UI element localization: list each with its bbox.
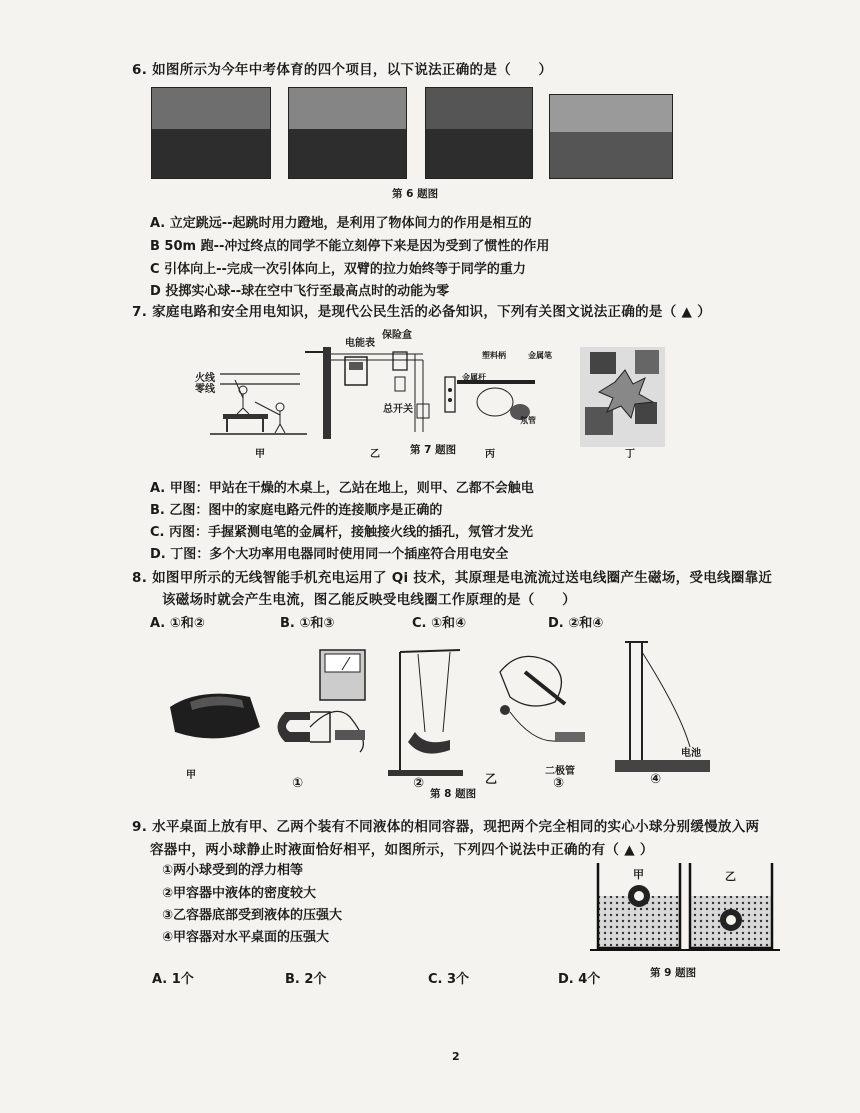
q6-option-b: B 50m 跑--冲过终点的同学不能立刻停下来是因为受到了惯性的作用 [150,239,550,254]
q9-caption: 第 9 题图 [650,967,697,979]
q9-statement-1: ①两小球受到的浮力相等 [162,863,304,878]
q6-option-d: D 投掷实心球--球在空中飞行至最高点时的动能为零 [150,284,450,299]
q8-label-3: ③ [553,776,565,791]
q7-label-neon: 氖管 [520,416,536,425]
q7-label-zero: 零线 [195,384,215,395]
q7-label-metal: 金属杆 [462,373,486,382]
q9-label-yi: 乙 [725,870,736,883]
q8-stem-line1: 8. 如图甲所示的无线智能手机充电运用了 Qi 技术，其原理是电流流过送电线圈产生磁场，受电线圈靠近 [132,570,773,586]
q8-label-jia: 甲 [186,770,196,781]
q8-option-d: D. ②和④ [548,616,604,631]
q8-figure [160,632,720,792]
q9-figure [590,858,780,958]
q7-figure [195,322,675,457]
q6-photo-running [288,87,407,179]
q8-option-c: C. ①和④ [412,616,467,631]
q7-label-bing: 丙 [485,449,495,460]
q7-label-meter: 电能表 [345,338,375,349]
q8-label-diode: 二极管 [545,766,575,777]
q9-statement-3: ③乙容器底部受到液体的压强大 [162,908,343,923]
q6-photo-shot-put [549,94,673,179]
q7-caption: 第 7 题图 [410,444,457,456]
q7-label-jia: 甲 [255,449,265,460]
q6-caption: 第 6 题图 [392,188,439,200]
q9-stem-line2: 容器中，两小球静止时液面恰好相平，如图所示，下列四个说法中正确的有（ ▲ ） [150,842,654,858]
q7-label-fuse: 保险盒 [382,330,412,341]
q9-option-c: C. 3个 [428,972,470,987]
q8-option-a: A. ①和② [150,616,205,631]
q8-label-4: ④ [650,772,662,787]
q7-label-plastic: 塑料柄 [482,351,506,360]
q6-option-c: C 引体向上--完成一次引体向上，双臂的拉力始终等于同学的重力 [150,262,526,277]
q8-label-yi: 乙 [485,772,498,786]
q7-option-b: B. 乙图：图中的家庭电路元件的连接顺序是正确的 [150,503,443,518]
q6-option-a: A. 立定跳远--起跳时用力蹬地，是利用了物体间力的作用是相互的 [150,216,532,231]
q7-label-yi: 乙 [370,449,380,460]
q9-stem-line1: 9. 水平桌面上放有甲、乙两个装有不同液体的相同容器，现把两个完全相同的实心小球分别缓慢放入两 [132,819,760,835]
q8-label-2: ② [413,776,425,791]
q8-stem-line2: 该磁场时就会产生电流，图乙能反映受电线圈工作原理的是（ ） [162,592,576,608]
q8-caption: 第 8 题图 [430,788,477,800]
q7-stem: 7. 家庭电路和安全用电知识，是现代公民生活的必备知识，下列有关图文说法正确的是（ ▲ ） [132,304,712,320]
q8-label-1: ① [292,776,304,791]
q7-label-ding: 丁 [625,449,635,460]
q9-statement-4: ④甲容器对水平桌面的压强大 [162,930,330,945]
page-number: 2 [452,1050,460,1063]
q7-option-a: A. 甲图：甲站在干燥的木桌上，乙站在地上，则甲、乙都不会触电 [150,481,534,496]
q9-option-d: D. 4个 [558,972,601,987]
q8-option-b: B. ①和③ [280,616,335,631]
q9-option-b: B. 2个 [285,972,327,987]
q7-option-c: C. 丙图：手握紧测电笔的金属杆，接触接火线的插孔，氖管才发光 [150,525,534,540]
q7-option-d: D. 丁图：多个大功率用电器同时使用同一个插座符合用电安全 [150,547,509,562]
q6-photo-long-jump [151,87,271,179]
q7-label-switch: 总开关 [383,404,413,415]
q9-label-jia: 甲 [633,868,644,881]
q6-photo-pull-up [425,87,533,179]
q6-stem: 6. 如图所示为今年中考体育的四个项目，以下说法正确的是（ ） [132,62,553,78]
q7-label-fire: 火线 [195,373,215,384]
q7-label-tip: 金属笔 [528,351,552,360]
q8-label-battery: 电池 [681,748,701,759]
q9-statement-2: ②甲容器中液体的密度较大 [162,886,317,901]
q9-option-a: A. 1个 [152,972,194,987]
